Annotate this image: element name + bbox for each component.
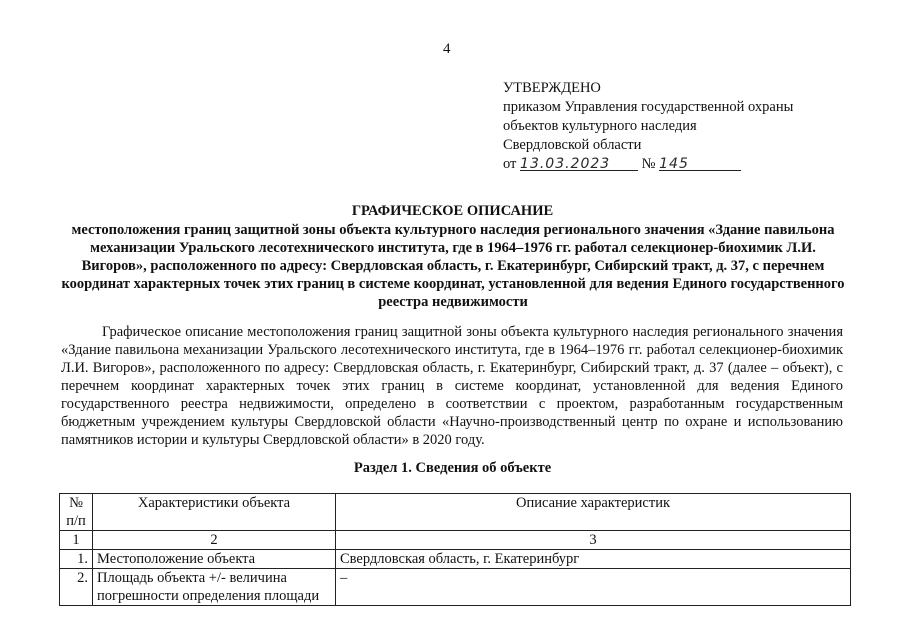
table-row [60,550,851,569]
row-number: 1. [60,550,93,569]
table-column-numbers-row [60,531,851,550]
header-cell-description: Описание характеристик [336,494,851,531]
approval-heading: УТВЕРЖДЕНО [503,80,601,96]
table-row [60,569,851,606]
date-field [520,155,638,171]
object-info-table [59,493,851,606]
approval-line: объектов культурного наследия [503,118,697,134]
handwritten-date: 13.03.2023 [520,156,611,172]
column-number: 3 [336,531,851,550]
approval-line: Свердловской области [503,137,642,153]
row-description: – [336,569,851,606]
from-label: от [503,156,517,172]
header-cell-characteristics: Характеристики объекта [93,494,336,531]
document-title: ГРАФИЧЕСКОЕ ОПИСАНИЕ [351,203,554,219]
number-field [659,155,741,171]
column-number: 2 [93,531,336,550]
number-label: № [641,156,656,172]
row-characteristic: Площадь объекта +/- величина погрешности определения площади [93,569,336,606]
row-description: Свердловская область, г. Екатеринбург [336,550,851,569]
document-subtitle: местоположения границ защитной зоны объекта культурного наследия регионального значения «Здание павильона механизации Уральского лесотехнического института, где в 1964–1976 гг. работал селекционер-биохимик Л.И. Вигоров», расположенного по адресу: Свердловская область, г. Екатеринбург, Сибирский тракт, д. 37, с перечнем координат характерных точек этих границ в системе координат, установленной для ведения Единого государственного реестра недвижимости [61,222,845,310]
handwritten-number: 145 [659,156,689,172]
approval-block [503,79,793,174]
row-characteristic: Местоположение объекта [93,550,336,569]
body-paragraph: Графическое описание местоположения границ защитной зоны объекта культурного наследия регионального значения «Здание павильона механизации Уральского лесотехнического института, где в 1964–1976 гг. работал селекционер-биохимик Л.И. Вигоров», расположенного по адресу: Свердловская область, г. Екатеринбург, Сибирский тракт, д. 37 (далее – объект), с перечнем координат характерных точек этих границ в системе координат, установленной для ведения Единого государственного реестра недвижимости, определено в соответствии с проектом, разработанным государственным бюджетным учреждением культуры Свердловской области «Научно-производственный центр по охране и использованию памятников истории и культуры Свердловской области» в 2020 году. [61,324,843,448]
section-title: Раздел 1. Сведения об объекте [353,460,552,476]
page-number: 4 [443,41,451,57]
column-number: 1 [60,531,93,550]
row-number: 2. [60,569,93,606]
header-cell-number: № п/п [60,494,93,531]
table-header-row [60,494,851,531]
approval-date-line [503,155,793,174]
approval-line: приказом Управления государственной охраны [503,99,794,115]
